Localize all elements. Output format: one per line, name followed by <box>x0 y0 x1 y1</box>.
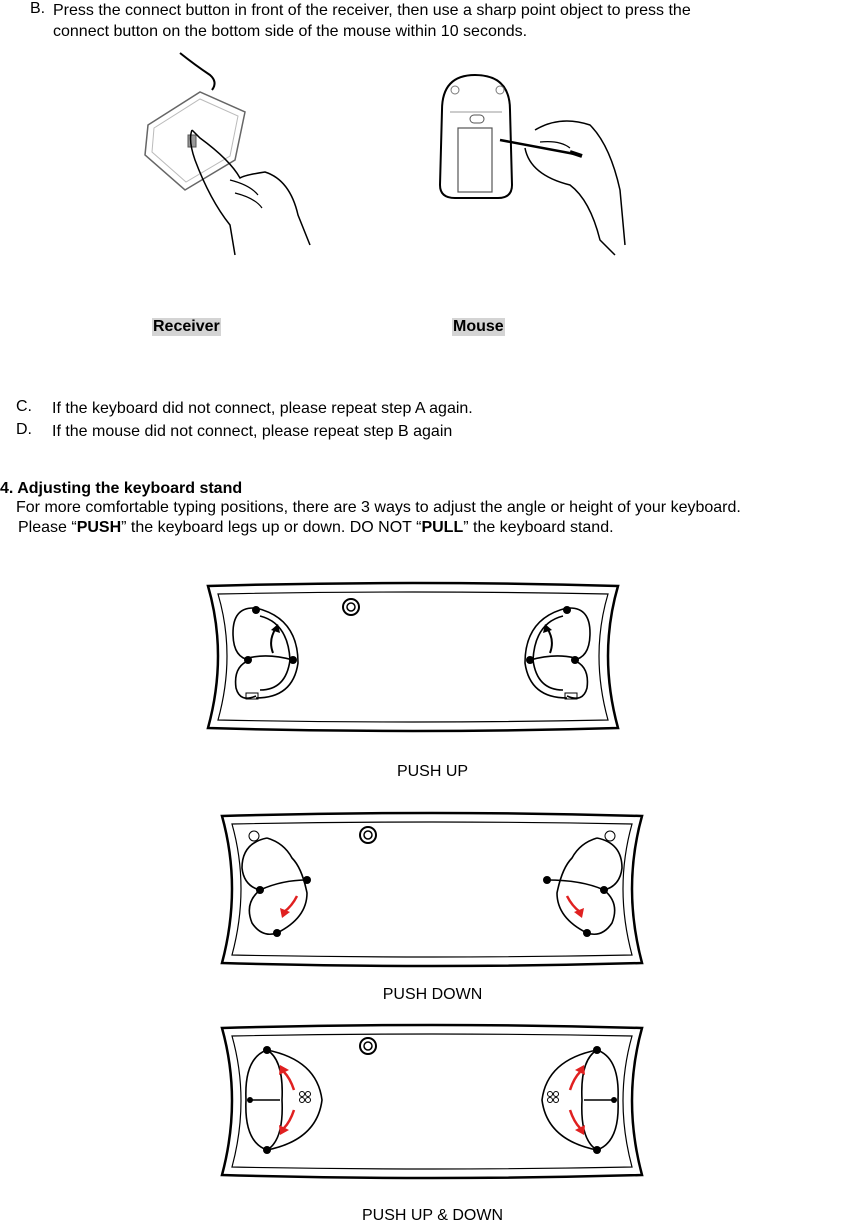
section-heading: 4. Adjusting the keyboard stand <box>0 480 243 497</box>
step-d-text: If the mouse did not connect, please repeat step B again <box>52 423 453 440</box>
step-b-line1: Press the connect button in front of the receiver, then use a sharp point object to press the <box>53 2 691 19</box>
step-c-text: If the keyboard did not connect, please repeat step A again. <box>52 400 473 417</box>
step-c-letter: C. <box>16 398 32 415</box>
caption-push-down: PUSH DOWN <box>382 986 483 1003</box>
mouse-label: Mouse <box>453 318 504 335</box>
step-b-line2: connect button on the bottom side of the mouse within 10 seconds. <box>53 23 528 40</box>
keyboard-push-up-illustration <box>198 578 628 733</box>
keyboard-push-down-illustration <box>212 808 652 968</box>
mouse-illustration <box>430 70 630 275</box>
caption-push-up: PUSH UP <box>396 763 469 780</box>
keyboard-push-up-down-illustration <box>212 1020 652 1180</box>
caption-push-up-down: PUSH UP & DOWN <box>361 1207 504 1224</box>
step-b-letter: B. <box>30 0 46 17</box>
section-intro-line2: Please “PUSH” the keyboard legs up or down. DO NOT “PULL” the keyboard stand. <box>18 519 614 536</box>
section-intro-line1: For more comfortable typing positions, there are 3 ways to adjust the angle or height of your keyboard. <box>16 499 741 516</box>
receiver-illustration <box>140 50 310 255</box>
receiver-label: Receiver <box>153 318 220 335</box>
step-d-letter: D. <box>16 421 32 438</box>
pull-emphasis: PULL <box>421 519 464 536</box>
push-emphasis: PUSH <box>76 519 122 536</box>
